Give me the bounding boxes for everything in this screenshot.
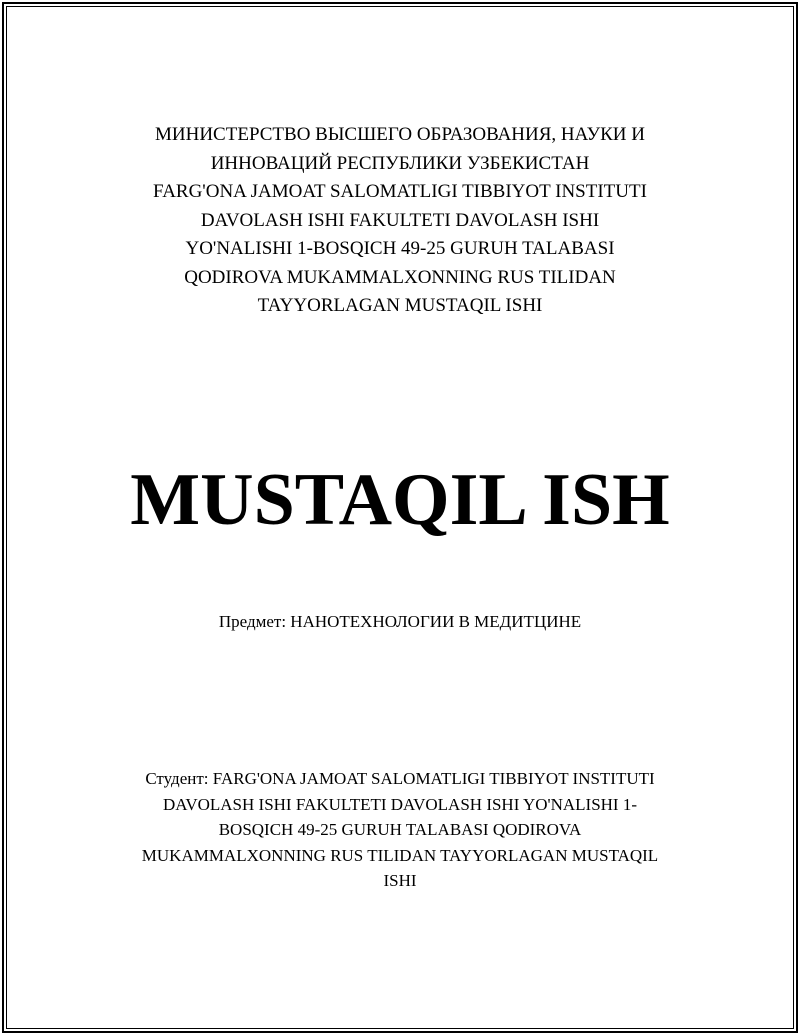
student-line: DAVOLASH ISHI FAKULTETI DAVOLASH ISHI YO'NALISHI 1- bbox=[162, 794, 638, 814]
subject-line bbox=[80, 610, 720, 634]
header-line: TAYYORLAGAN MUSTAQIL ISHI bbox=[257, 295, 543, 316]
student-line: Студент: FARG'ONA JAMOAT SALOMATLIGI TIBBIYOT INSTITUTI bbox=[145, 769, 655, 788]
subject-label: Предмет: bbox=[218, 612, 287, 631]
header-line: ИННОВАЦИЙ РЕСПУБЛИКИ УЗБЕКИСТАН bbox=[210, 152, 590, 174]
institution-header bbox=[80, 121, 720, 321]
student-info bbox=[80, 766, 720, 894]
student-line: MUKAMMALXONNING RUS TILIDAN TAYYORLAGAN MUSTAQIL bbox=[141, 845, 659, 865]
document-title: MUSTAQIL ISH bbox=[130, 459, 670, 541]
header-line: DAVOLASH ISHI FAKULTETI DAVOLASH ISHI bbox=[200, 209, 600, 231]
header-line: QODIROVA MUKAMMALXONNING RUS TILIDAN bbox=[184, 266, 616, 288]
header-line: МИНИСТЕРСТВО ВЫСШЕГО ОБРАЗОВАНИЯ, НАУКИ И bbox=[155, 124, 645, 145]
header-line: YO'NALISHI 1-BOSQICH 49-25 GURUH TALABASI bbox=[185, 238, 615, 259]
subject-value: НАНОТЕХНОЛОГИИ В МЕДИТЦИНЕ bbox=[290, 612, 582, 631]
header-line: FARG'ONA JAMOAT SALOMATLIGI TIBBIYOT INSTITUTI bbox=[153, 181, 647, 202]
student-line: ISHI bbox=[383, 871, 417, 891]
student-line: BOSQICH 49-25 GURUH TALABASI QODIROVA bbox=[218, 820, 582, 840]
